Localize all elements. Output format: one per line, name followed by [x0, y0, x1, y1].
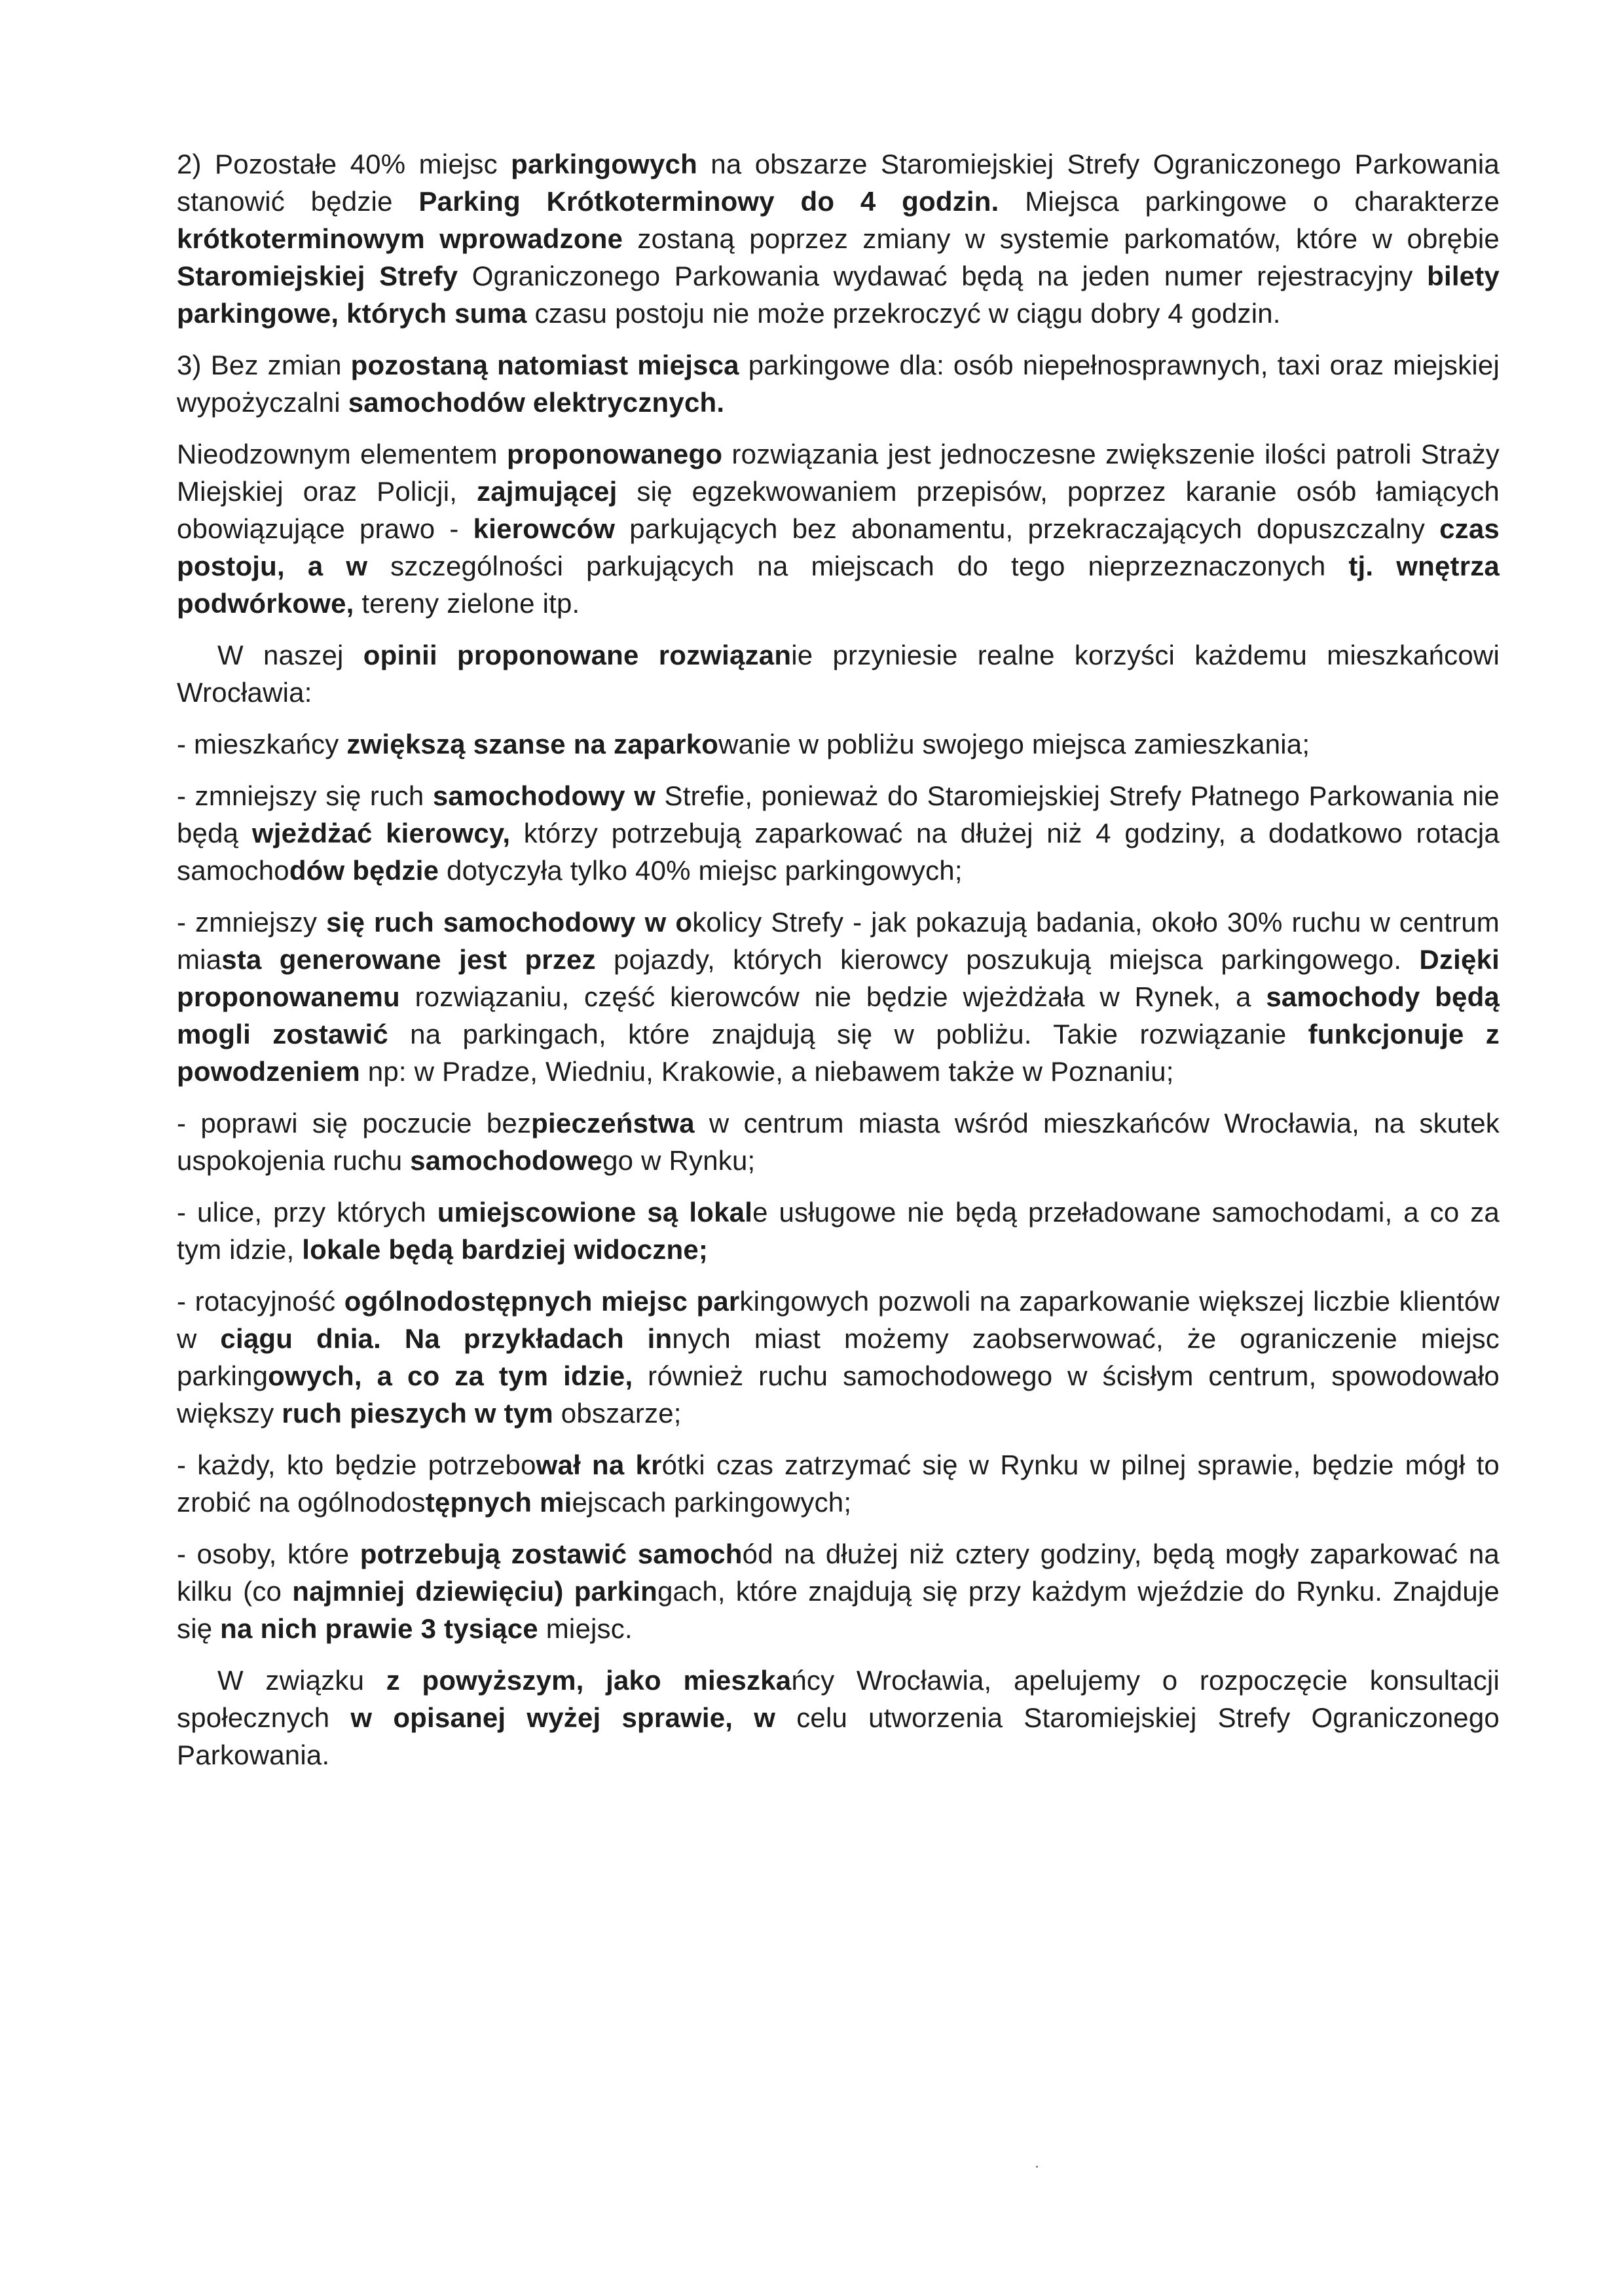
text-run-bold: samochodowy w — [432, 780, 656, 811]
text-run-bold: dów będzie — [289, 855, 439, 886]
paragraph-3 — [177, 435, 1500, 622]
text-run-bold: wał na kr — [536, 1449, 662, 1480]
text-run: miejsc. — [538, 1613, 633, 1644]
text-run: W związku — [217, 1665, 386, 1696]
text-run: gach, które znajdują się przy każdym wjeździe do Rynku. Znajduje się — [177, 1576, 1500, 1644]
text-run-bold: Staromiejskiej Strefy — [177, 261, 458, 291]
text-run: tereny zielone itp. — [354, 588, 580, 619]
paragraph-13 — [177, 1662, 1500, 1774]
paragraph-1 — [177, 145, 1500, 332]
document-body — [177, 145, 1500, 1788]
text-run-bold: tępnych mi — [425, 1487, 572, 1518]
text-run: Nieodzownym elementem — [177, 439, 507, 469]
text-run-bold: wjeżdżać kierowcy, — [251, 818, 511, 848]
text-run: parkujących bez abonamentu, przekraczających dopuszczalny — [615, 513, 1440, 544]
text-run: Strefie, ponieważ do Staromiejskiej Strefy Płatnego Parkowania nie będą — [177, 780, 1500, 848]
text-run: nych miast możemy zaobserwować, że ograniczenie miejsc parking — [177, 1323, 1500, 1391]
text-run: ie przyniesie realne korzyści każdemu mieszkańcowi Wrocławia: — [177, 640, 1500, 708]
text-run-bold: opinii proponowane rozwiązan — [363, 640, 792, 670]
text-run-bold: potrzebują zostawić samoch — [360, 1539, 743, 1569]
text-run: wanie w pobliżu swojego miejsca zamieszkania; — [718, 729, 1310, 759]
paragraph-8 — [177, 1104, 1500, 1179]
text-run-bold: w opisanej wyżej sprawie, w — [350, 1702, 776, 1733]
text-run: - zmniejszy się ruch — [177, 780, 433, 811]
text-run-bold: zajmującej — [477, 476, 618, 507]
text-run: W naszej — [217, 640, 363, 670]
text-run-bold: krótkoterminowym wprowadzone — [177, 223, 623, 254]
text-run: kingowych pozwoli na zaparkowanie większej liczbie klientów w — [177, 1286, 1500, 1354]
text-run: się egzekwowaniem przepisów, poprzez karanie osób łamiących obowiązujące prawo - — [177, 476, 1500, 544]
paragraph-5 — [177, 725, 1500, 763]
text-run: rozwiązania jest jednoczesne zwiększenie ilości patroli Straży Miejskiej oraz Policji, — [177, 439, 1500, 507]
text-run: celu utworzenia Staromiejskiej Strefy Ograniczonego Parkowania. — [177, 1702, 1500, 1770]
text-run: ńcy Wrocławia, apelujemy o rozpoczęcie konsultacji społecznych — [177, 1665, 1500, 1733]
text-run-bold: Parking Krótkoterminowy do 4 godzin. — [418, 186, 999, 217]
text-run: parkingowe dla: osób niepełnosprawnych, taxi oraz miejskiej wypożyczalni — [177, 350, 1500, 418]
paragraph-7 — [177, 903, 1500, 1090]
text-run-bold: samochodów elektrycznych. — [348, 387, 725, 418]
text-run: - zmniejszy — [177, 907, 327, 938]
text-run-bold: na nich prawie 3 tysiące — [220, 1613, 538, 1644]
text-run-bold: Dzięki proponowanemu — [177, 944, 1500, 1012]
text-run-bold: pozostaną natomiast miejsca — [350, 350, 739, 380]
text-run-bold: parkingowych — [511, 149, 697, 179]
text-run: Ograniczonego Parkowania wydawać będą na jeden numer rejestracyjny — [458, 261, 1428, 291]
text-run-bold: owych, a co za tym idzie, — [268, 1360, 633, 1391]
text-run-bold: ogólnodostępnych miejsc par — [344, 1286, 740, 1317]
text-run: - mieszkańcy — [177, 729, 347, 759]
text-run-bold: proponowanego — [506, 439, 723, 469]
text-run: czasu postoju nie może przekroczyć w ciągu dobry 4 godzin. — [526, 298, 1281, 329]
paragraph-4 — [177, 636, 1500, 711]
text-run: na parkingach, które znajdują się w pobliżu. Takie rozwiązanie — [388, 1019, 1308, 1049]
text-run-bold: funkcjonuje z powodzeniem — [177, 1019, 1500, 1087]
text-run: go w Rynku; — [602, 1145, 756, 1176]
text-run: e usługowe nie będą przeładowane samochodami, a co za tym idzie, — [177, 1197, 1500, 1265]
text-run-bold: najmniej dziewięciu) parkin — [292, 1576, 657, 1607]
text-run-bold: czas postoju, a w — [177, 513, 1500, 581]
text-run-bold: umiejscowione są lokal — [437, 1197, 753, 1228]
paragraph-6 — [177, 777, 1500, 889]
text-run: 3) Bez zmian — [177, 350, 351, 380]
text-run: również ruchu samochodowego w ścisłym centrum, spowodowało większy — [177, 1360, 1500, 1429]
text-run: np: w Pradze, Wiedniu, Krakowie, a niebawem także w Poznaniu; — [360, 1056, 1174, 1087]
text-run-bold: się ruch samochodowy w o — [326, 907, 693, 938]
text-run: zostaną poprzez zmiany w systemie parkomatów, które w obrębie — [623, 223, 1500, 254]
text-run: ód na dłużej niż cztery godziny, będą mogły zaparkować na kilku (co — [177, 1539, 1500, 1607]
text-run: - osoby, które — [177, 1539, 360, 1569]
text-run: rozwiązaniu, część kierowców nie będzie wjeżdżała w Rynek, a — [399, 981, 1266, 1012]
text-run: Miejsca parkingowe o charakterze — [999, 186, 1500, 217]
text-run-bold: bilety parkingowe, których suma — [177, 261, 1500, 329]
text-run: obszarze; — [553, 1398, 682, 1429]
text-run: dotyczyła tylko 40% miejsc parkingowych; — [439, 855, 963, 886]
paragraph-10 — [177, 1283, 1500, 1432]
text-run-bold: zwiększą szanse na zaparko — [346, 729, 719, 759]
text-run-bold: lokale będą bardziej widoczne; — [302, 1234, 709, 1265]
paragraph-12 — [177, 1535, 1500, 1647]
text-run: ótki czas zatrzymać się w Rynku w pilnej sprawie, będzie mógł to zrobić na ogólnodos — [177, 1449, 1500, 1518]
text-run: którzy potrzebują zaparkować na dłużej niż 4 godziny, a dodatkowo rotacja samocho — [177, 818, 1500, 886]
text-run-bold: samochodowe — [410, 1145, 603, 1176]
text-run: - rotacyjność — [177, 1286, 344, 1317]
text-run-bold: ciągu dnia. Na przykładach in — [220, 1323, 673, 1354]
text-run: 2) Pozostałe 40% miejsc — [177, 149, 511, 179]
text-run-bold: tj. wnętrza podwórkowe, — [177, 551, 1500, 619]
text-run: na obszarze Staromiejskiej Strefy Ograniczonego Parkowania stanowić będzie — [177, 149, 1500, 217]
text-run-bold: sta generowane jest przez — [221, 944, 596, 975]
text-run-bold: pieczeństwa — [531, 1108, 695, 1139]
paragraph-9 — [177, 1194, 1500, 1268]
text-run: - poprawi się poczucie bez — [177, 1108, 532, 1139]
text-run: ejscach parkingowych; — [572, 1487, 852, 1518]
text-run-bold: z powyższym, jako mieszka — [386, 1665, 792, 1696]
text-run: szczególności parkujących na miejscach do tego nieprzeznaczonych — [367, 551, 1349, 581]
text-run: pojazdy, których kierowcy poszukują miejsca parkingowego. — [595, 944, 1420, 975]
scan-speck — [1036, 2166, 1038, 2168]
text-run-bold: ruch pieszych w tym — [282, 1398, 553, 1429]
text-run: w centrum miasta wśród mieszkańców Wrocławia, na skutek uspokojenia ruchu — [177, 1108, 1500, 1176]
text-run: - każdy, kto będzie potrzebo — [177, 1449, 536, 1480]
paragraph-11 — [177, 1446, 1500, 1521]
text-run: kolicy Strefy - jak pokazują badania, około 30% ruchu w centrum mia — [177, 907, 1500, 975]
text-run-bold: samochody będą mogli zostawić — [177, 981, 1500, 1049]
text-run-bold: kierowców — [473, 513, 616, 544]
paragraph-2 — [177, 346, 1500, 421]
text-run: - ulice, przy których — [177, 1197, 437, 1228]
